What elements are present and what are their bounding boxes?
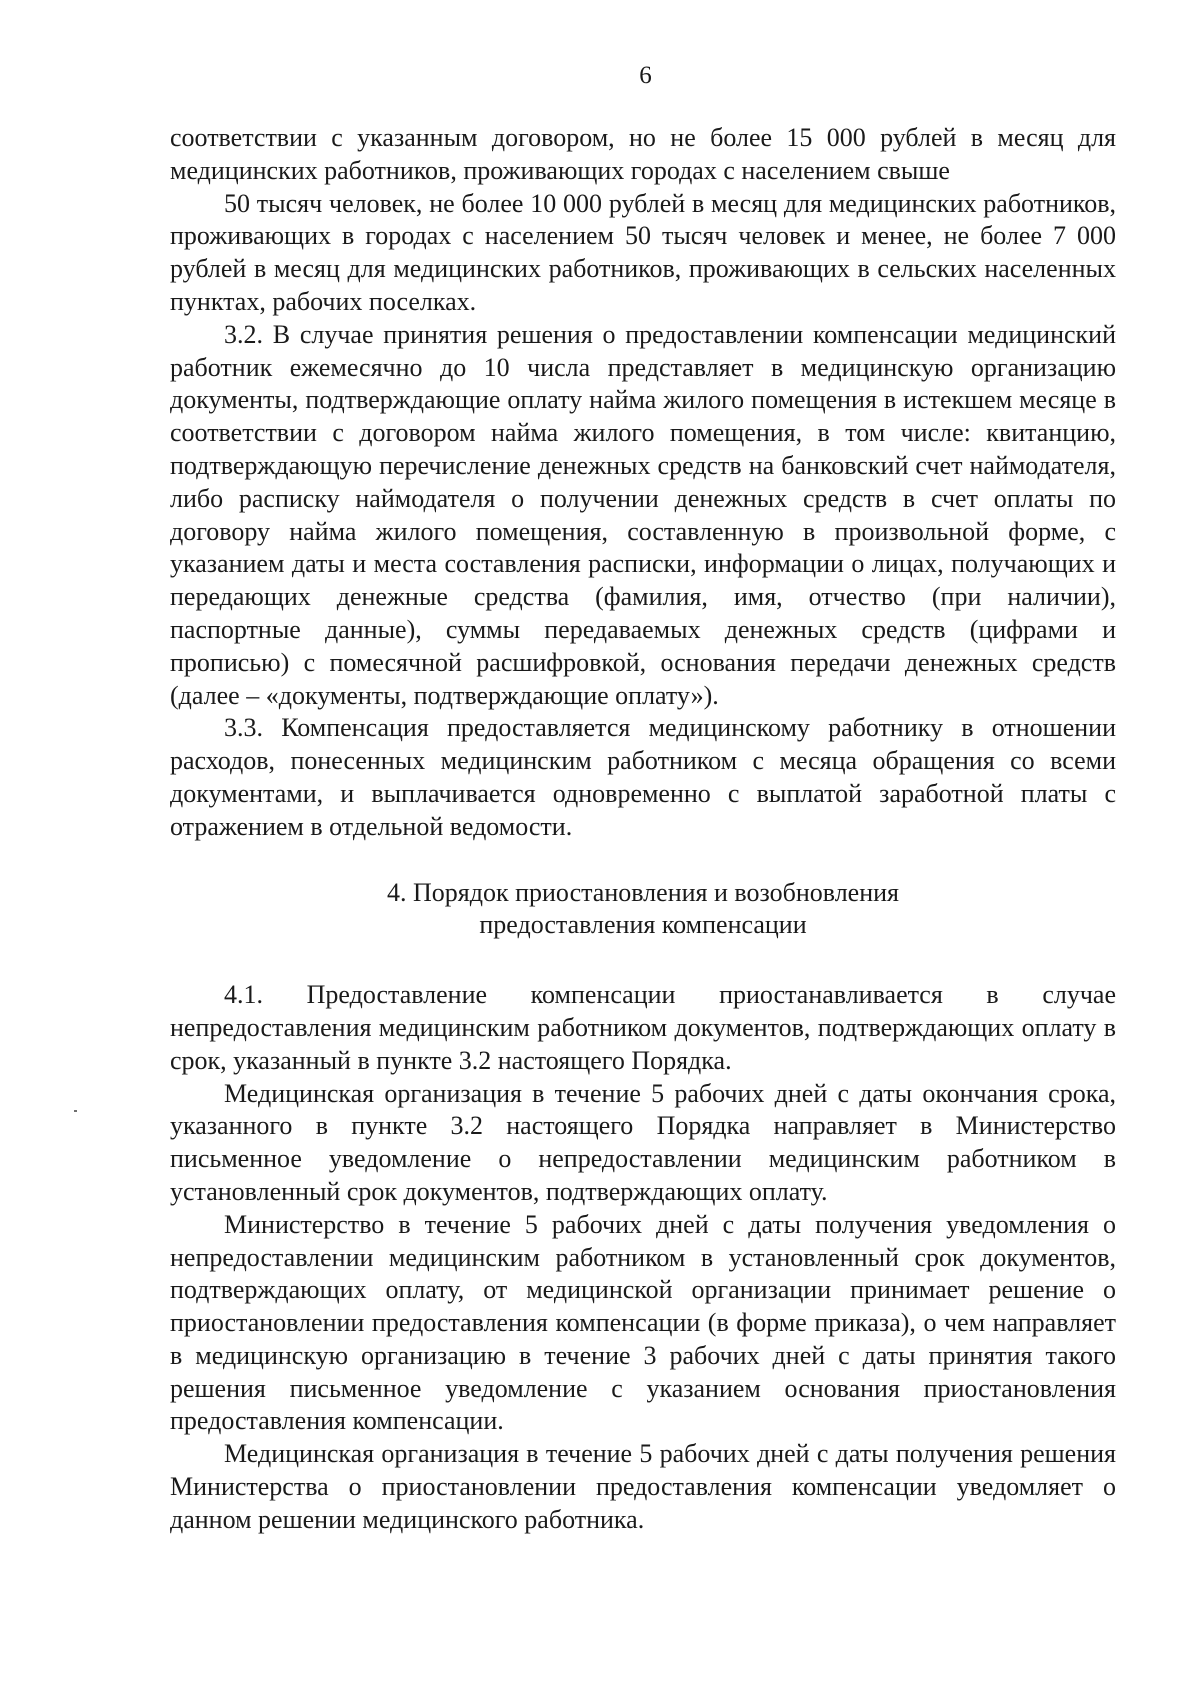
- section-heading-line-2: предоставления компенсации: [479, 910, 807, 940]
- paragraph-compensation-limits: 50 тысяч человек, не более 10 000 рублей в месяц для медицинских работников, проживающих в городах с населением 50 тысяч человек и менее, не более 7 000 рублей в месяц для медицинских работников, проживающих в сельских населенных пунктах, рабочих поселках.: [170, 188, 1116, 316]
- page-number: 6: [639, 62, 652, 89]
- paragraph-worker-notification: Медицинская организация в течение 5 рабочих дней с даты получения решения Министерства о приостановлении предоставления компенсации уведомляет о данном решении медицинского работника.: [170, 1439, 1116, 1534]
- paragraph-4-1: 4.1. Предоставление компенсации приостанавливается в случае непредоставления медицинским работником документов, подтверждающих оплату в срок, указанный в пункте 3.2 настоящего Порядка.: [170, 980, 1116, 1075]
- scan-speck: [74, 1110, 77, 1112]
- paragraph-organization-notice: Медицинская организация в течение 5 рабочих дней с даты окончания срока, указанного в пункте 3.2 настоящего Порядка направляет в Министерство письменное уведомление о непредоставлении медицинским работником в установленный срок документов, подтверждающих оплату.: [170, 1078, 1116, 1206]
- paragraph-continuation: соответствии с указанным договором, но не более 15 000 рублей в месяц для медицинских работников, проживающих городах с населением свыше: [170, 123, 1116, 185]
- paragraph-3-2: 3.2. В случае принятия решения о предоставлении компенсации медицинский работник ежемесячно до 10 числа представляет в медицинскую организацию документы, подтверждающие оплату найма жилого помещения в истекшем месяце в соответствии с договором найма жилого помещения, в том числе: квитанцию, подтверждающую перечисление денежных средств на банковский счет наймодателя, либо расписку наймодателя о получении денежных средств в счет оплаты по договору найма жилого помещения, составленную в произвольной форме, с указанием даты и места составления расписки, информации о лицах, получающих и передающих денежные средства (фамилия, имя, отчество (при наличии), паспортные данные), суммы передаваемых денежных средств (цифрами и прописью) с помесячной расшифровкой, основания передачи денежных средств (далее – «документы, подтверждающие оплату»).: [170, 319, 1116, 710]
- document-body: [170, 122, 1116, 1537]
- section-heading: [170, 877, 1116, 943]
- paragraph-3-3: 3.3. Компенсация предоставляется медицинскому работнику в отношении расходов, понесенных медицинским работником с месяца обращения со всеми документами, и выплачивается одновременно с выплатой заработной платы с отражением в отдельной ведомости.: [170, 713, 1116, 841]
- section-heading-line-1: 4. Порядок приостановления и возобновления: [387, 877, 899, 907]
- paragraph-ministry-decision: Министерство в течение 5 рабочих дней с даты получения уведомления о непредоставлении медицинским работником в установленный срок документов, подтверждающих оплату, от медицинской организации принимает решение о приостановлении предоставления компенсации (в форме приказа), о чем направляет в медицинскую организацию в течение 3 рабочих дней с даты принятия такого решения письменное уведомление с указанием основания приостановления предоставления компенсации.: [170, 1209, 1116, 1436]
